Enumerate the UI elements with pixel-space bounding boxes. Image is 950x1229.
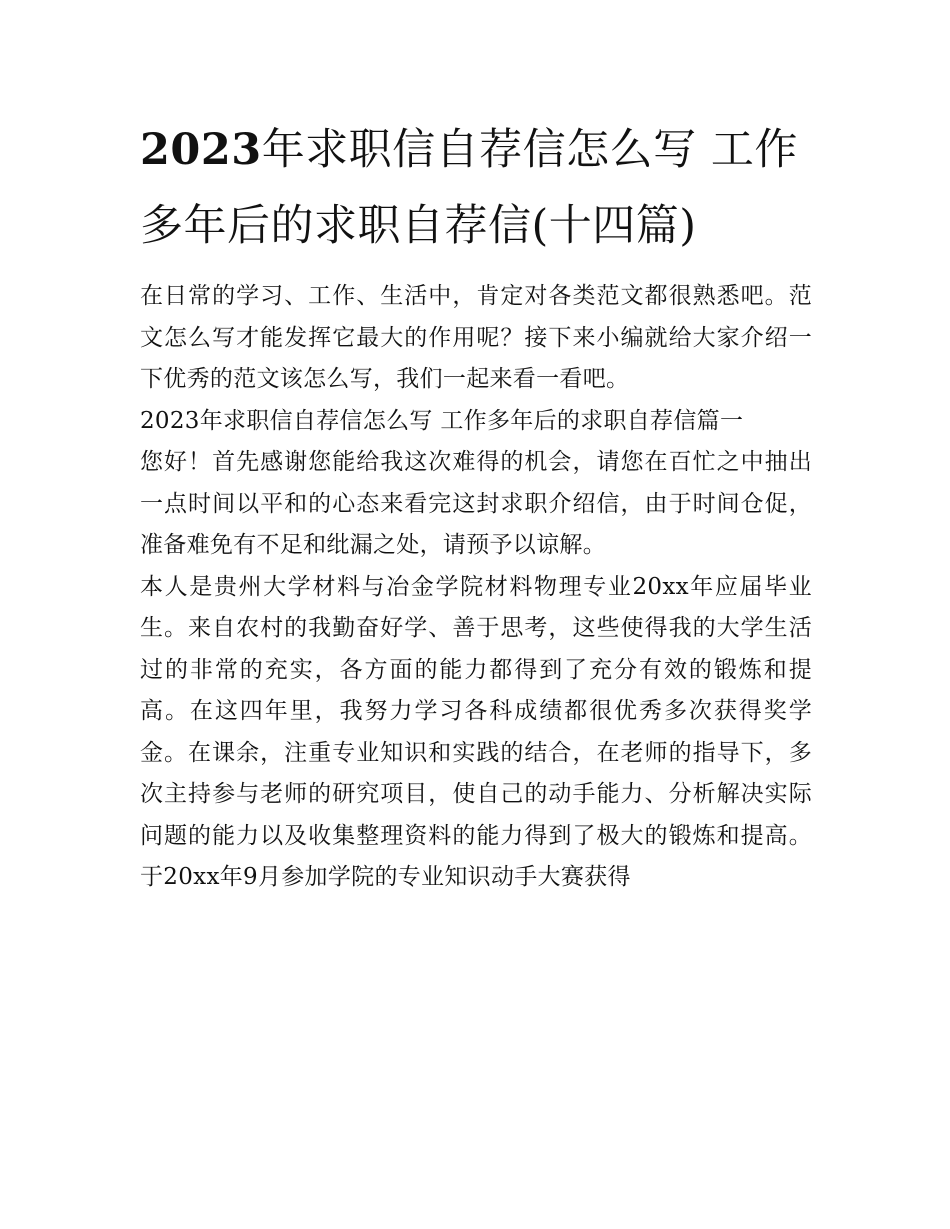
title-year: 2023 (140, 125, 262, 175)
title-text: 年求职信自荐信怎么写 工作多年后的求职自荐信(十四篇) (140, 125, 798, 251)
greeting-paragraph: 您好！首先感谢您能给我这次难得的机会，请您在百忙之中抽出一点时间以平和的心态来看完这封求职介绍信，由于时间仓促，准备难免有不足和纰漏之处，请预予以谅解。 (140, 449, 812, 558)
document-title (140, 112, 812, 264)
intro-paragraph: 在日常的学习、工作、生活中，肯定对各类范文都很熟悉吧。范文怎么写才能发挥它最大的作用呢？接下来小编就给大家介绍一下优秀的范文该怎么写，我们一起来看一看吧。 (140, 283, 812, 392)
section-heading: 2023年求职信自荐信怎么写 工作多年后的求职自荐信篇一 (140, 407, 744, 434)
self-intro-paragraph: 本人是贵州大学材料与冶金学院材料物理专业20xx年应届毕业生。来自农村的我勤奋好学、善于思考，这些使得我的大学生活过的非常的充实，各方面的能力都得到了充分有效的锻炼和提高。在这四年里，我努力学习各科成绩都很优秀多次获得奖学金。在课余，注重专业知识和实践的结合，在老师的指导下，多次主持参与老师的研究项目，使自己的动手能力、分析解决实际问题的能力以及收集整理资料的能力得到了极大的锻炼和提高。于20xx年9月参加学院的专业知识动手大赛获得 (140, 573, 812, 890)
document-body (140, 112, 812, 899)
